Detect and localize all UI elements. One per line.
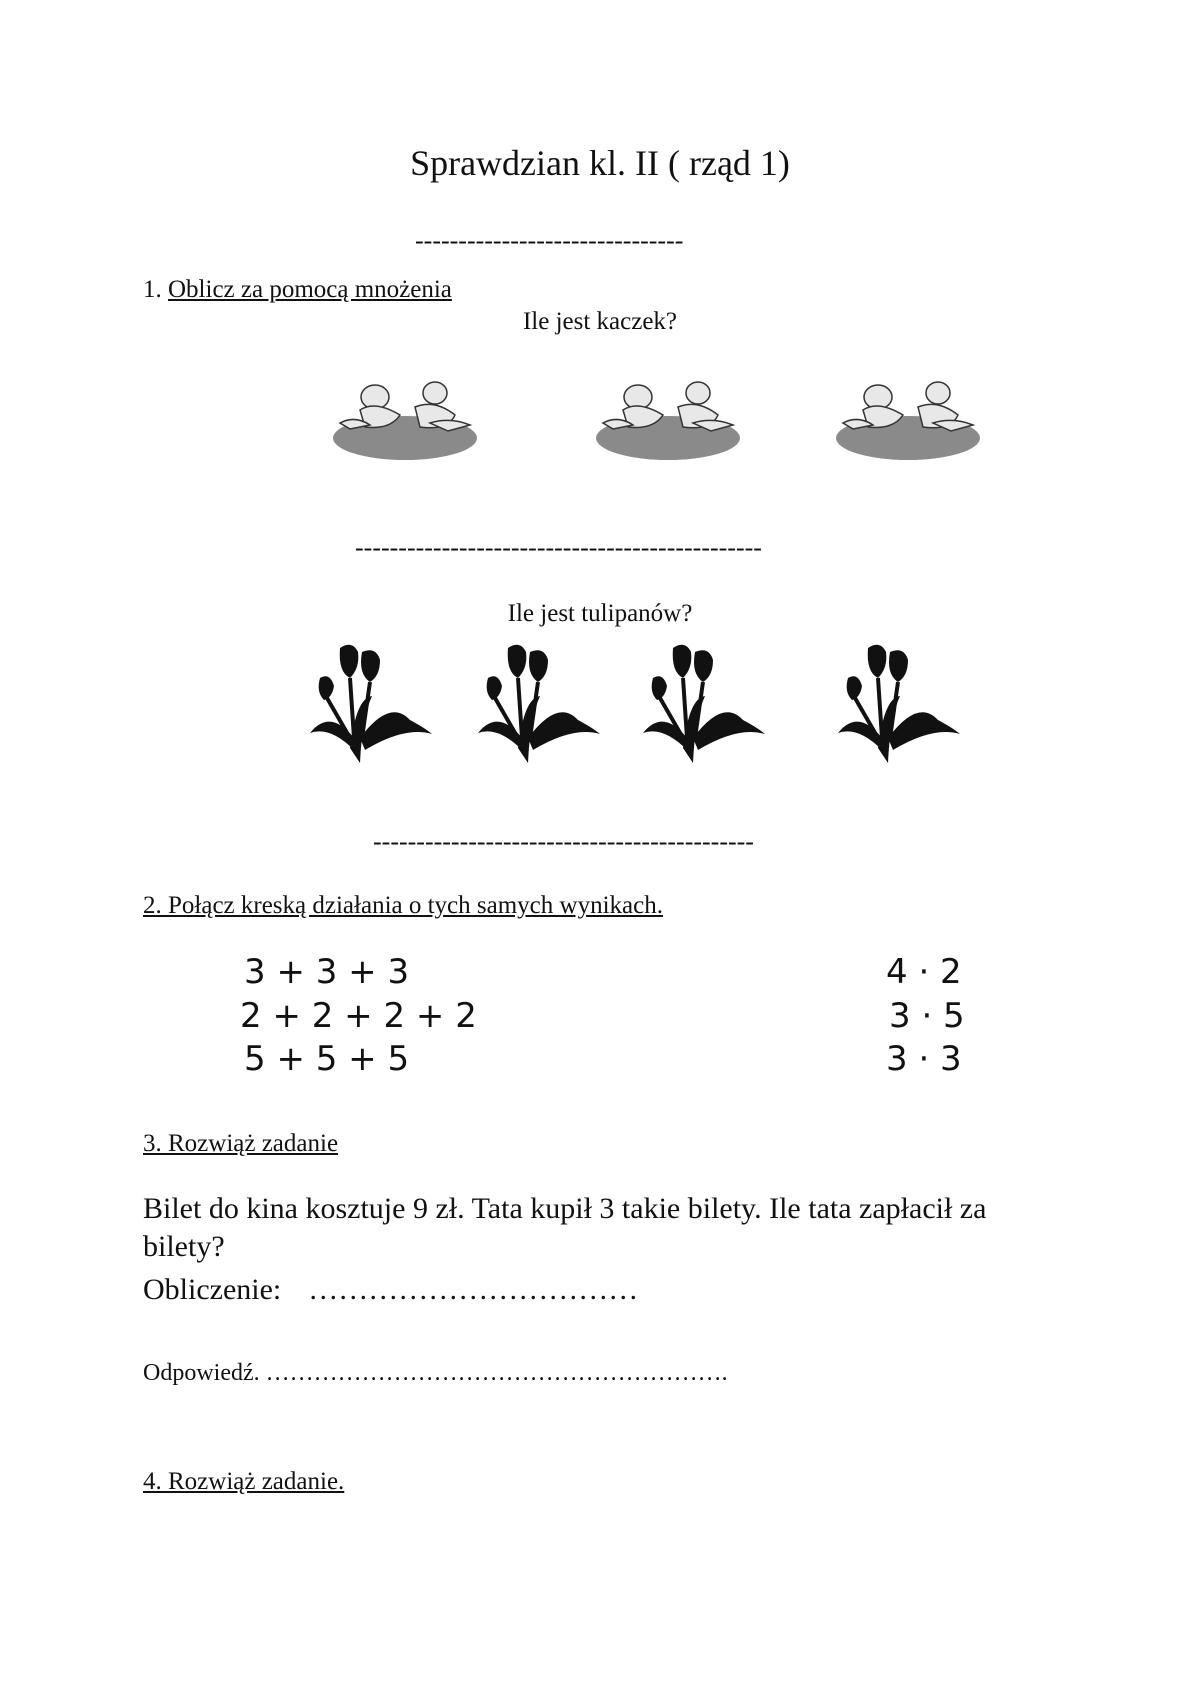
tulip-group-4: [838, 638, 963, 768]
task2-right-2: 3 · 5: [889, 996, 965, 1036]
task1-number: 1.: [143, 276, 162, 303]
question-ducks: Ile jest kaczek?: [522, 308, 678, 335]
answer-label: Odpowiedź.: [143, 1360, 260, 1386]
duck-group-2: [593, 375, 743, 465]
duck-group-3: [833, 375, 983, 465]
task3-text-line2: bilety?: [143, 1230, 225, 1263]
separator-1: -------------------------------: [415, 226, 684, 255]
question-tulips: Ile jest tulipanów?: [507, 600, 693, 627]
separator-3: --------------------------------------------: [373, 827, 754, 856]
separator-2: -----------------------------------------------: [355, 533, 762, 562]
task3-text-line1: Bilet do kina kosztuje 9 zł. Tata kupił 3 takie bilety. Ile tata zapłacił za: [143, 1192, 987, 1225]
tulip-group-2: [478, 638, 603, 768]
task3-heading: 3. Rozwiąż zadanie: [143, 1130, 339, 1157]
task1-heading: [143, 276, 452, 304]
tulip-group-1: [310, 638, 435, 768]
calc-dots: ……………………………: [308, 1273, 639, 1306]
task2-heading: 2. Połącz kreską działania o tych samych wynikach.: [143, 892, 663, 919]
task2-right-1: 4 · 2: [886, 952, 962, 992]
tulip-group-3: [643, 638, 768, 768]
task2-left-2: 2 + 2 + 2 + 2: [240, 996, 477, 1036]
answer-line: [143, 1360, 728, 1387]
calc-label: Obliczenie:: [143, 1273, 282, 1306]
task2-right-3: 3 · 3: [886, 1039, 962, 1079]
duck-group-1: [330, 375, 480, 465]
task4-heading: 4. Rozwiąż zadanie.: [143, 1468, 345, 1495]
task2-left-3: 5 + 5 + 5: [244, 1039, 410, 1079]
task1-heading-text: Oblicz za pomocą mnożenia: [168, 276, 452, 303]
page-title: Sprawdzian kl. II ( rząd 1): [410, 143, 790, 183]
answer-dots: ………………………………………………….: [265, 1360, 728, 1386]
calculation-line: [143, 1272, 638, 1308]
task2-left-1: 3 + 3 + 3: [244, 952, 410, 992]
